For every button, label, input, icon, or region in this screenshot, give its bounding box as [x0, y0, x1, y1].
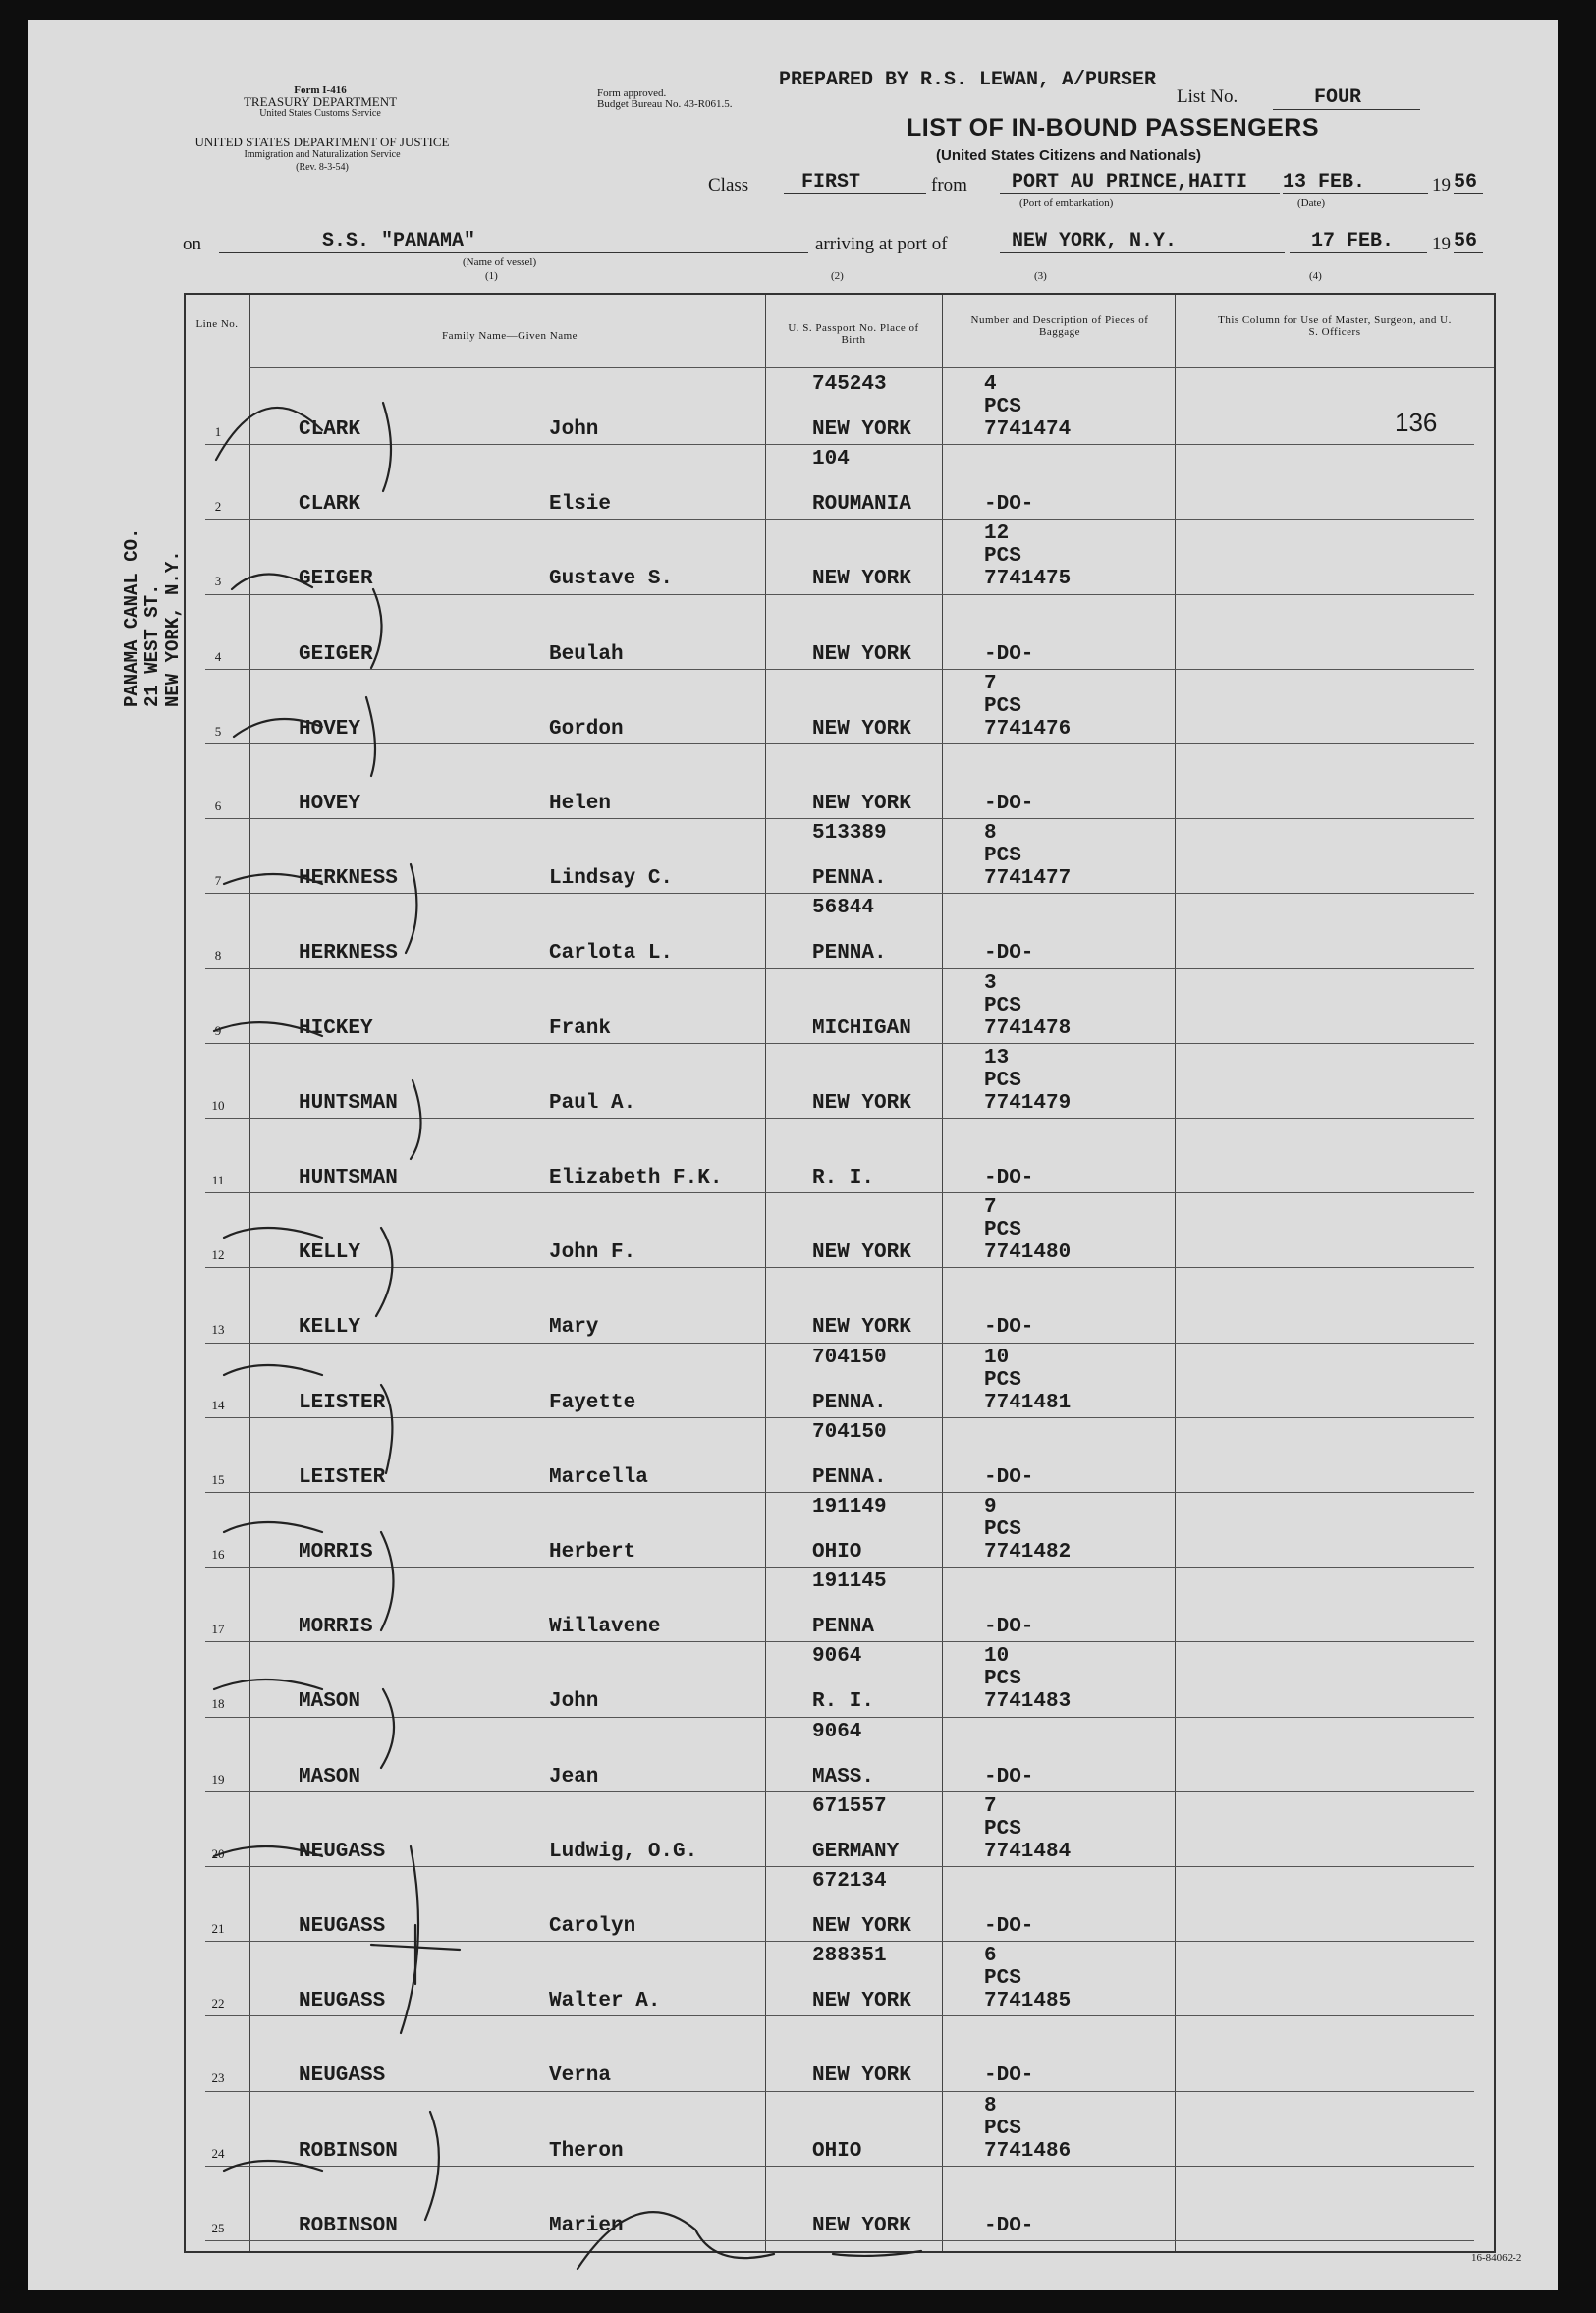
agency-stamp [122, 528, 184, 707]
prepared-by: PREPARED BY R.S. LEWAN, A/PURSER [779, 69, 1157, 91]
class-value: FIRST [784, 171, 926, 194]
place-of-birth: NEW YORK [812, 418, 911, 441]
family-name: NEUGASS [299, 1840, 386, 1863]
stamp-line: PANAMA CANAL CO. [121, 527, 142, 707]
vessel-caption: (Name of vessel) [463, 256, 537, 268]
place-of-birth: NEW YORK [812, 642, 911, 666]
family-name: HUNTSMAN [299, 1167, 398, 1189]
baggage-ticket: -DO- [984, 1765, 1034, 1789]
given-name: Carolyn [549, 1915, 636, 1938]
on-label: on [183, 234, 201, 254]
baggage-count: 10 [984, 1645, 1010, 1669]
baggage-ticket: 7741486 [984, 2139, 1072, 2163]
row-number: 16 [211, 1547, 225, 1562]
place-of-birth: GERMANY [812, 1840, 900, 1863]
baggage-ticket: 7741479 [984, 1091, 1072, 1115]
baggage-count: 4 [984, 373, 997, 396]
form-revision: (Rev. 8-3-54) [296, 162, 349, 173]
baggage-desc: PCS [984, 2117, 1021, 2140]
place-of-birth: NEW YORK [812, 1990, 911, 2013]
given-name: Walter A. [549, 1990, 661, 2013]
row-divider [205, 1791, 1474, 1792]
budget-bureau: Budget Bureau No. 43-R061.5. [597, 98, 733, 110]
column-divider [249, 295, 250, 2251]
place-of-birth: R. I. [812, 1690, 875, 1714]
baggage-desc: PCS [984, 1219, 1021, 1242]
place-of-birth: NEW YORK [812, 2214, 911, 2237]
baggage-desc: PCS [984, 694, 1021, 718]
given-name: Theron [549, 2139, 624, 2163]
row-divider [205, 1417, 1474, 1418]
family-name: GEIGER [299, 642, 373, 666]
column-divider [765, 295, 766, 2251]
row-number: 7 [214, 873, 222, 889]
baggage-count: 6 [984, 1945, 997, 1968]
form-agency-block [173, 84, 468, 120]
place-of-birth: NEW YORK [812, 793, 911, 815]
embark-port: PORT AU PRINCE,HAITI [1000, 171, 1280, 194]
family-name: KELLY [299, 1316, 361, 1340]
baggage-count: 7 [984, 1196, 997, 1220]
baggage-count: 7 [984, 672, 997, 695]
given-name: Carlota L. [549, 942, 674, 965]
passport-number: 191149 [812, 1496, 887, 1518]
row-divider [205, 1492, 1474, 1493]
passenger-table [184, 293, 1496, 2253]
family-name: MORRIS [299, 1616, 373, 1639]
row-number: 2 [214, 499, 222, 515]
caption-4: (4) [1309, 270, 1322, 282]
baggage-desc: PCS [984, 1368, 1021, 1392]
row-number: 14 [211, 1397, 225, 1412]
form-page [28, 20, 1558, 2290]
family-name: HUNTSMAN [299, 1091, 398, 1115]
justice-dept: UNITED STATES DEPARTMENT OF JUSTICE [194, 135, 450, 149]
row-number: 10 [211, 1097, 225, 1113]
family-name: NEUGASS [299, 2065, 386, 2088]
baggage-desc: PCS [984, 1668, 1021, 1691]
customs-service: United States Customs Service [259, 108, 381, 119]
given-name: Fayette [549, 1391, 636, 1414]
given-name: Herbert [549, 1541, 636, 1564]
row-divider [205, 1866, 1474, 1867]
row-divider [205, 1118, 1474, 1119]
given-name: Jean [549, 1765, 599, 1789]
column-divider [1175, 295, 1176, 2251]
family-name: CLARK [299, 418, 361, 441]
row-divider [205, 1043, 1474, 1044]
row-divider [205, 968, 1474, 969]
passport-number: 191145 [812, 1570, 887, 1594]
place-of-birth: NEW YORK [812, 1091, 911, 1115]
form-subtitle: (United States Citizens and Nationals) [936, 147, 1202, 164]
row-number: 1 [214, 424, 222, 439]
baggage-ticket: -DO- [984, 1616, 1034, 1639]
arrival-year: 56 [1454, 230, 1483, 253]
arriving-label: arriving at port of [815, 234, 948, 254]
given-name: John [549, 1690, 599, 1714]
baggage-ticket: -DO- [984, 1465, 1034, 1489]
row-divider [205, 1267, 1474, 1268]
family-name: HOVEY [299, 793, 361, 815]
family-name: KELLY [299, 1241, 361, 1265]
place-of-birth: NEW YORK [812, 2065, 911, 2088]
baggage-count: 8 [984, 822, 997, 846]
given-name: Elsie [549, 493, 612, 517]
row-number: 9 [214, 1022, 222, 1038]
row-divider [205, 669, 1474, 670]
baggage-desc: PCS [984, 545, 1021, 569]
baggage-ticket: 7741480 [984, 1241, 1072, 1265]
baggage-ticket: -DO- [984, 1167, 1034, 1189]
family-name: NEUGASS [299, 1915, 386, 1938]
row-number: 13 [211, 1322, 225, 1338]
place-of-birth: PENNA [812, 1616, 875, 1639]
given-name: Beulah [549, 642, 624, 666]
passport-number: 704150 [812, 1420, 887, 1444]
baggage-ticket: 7741485 [984, 1990, 1072, 2013]
passport-number: 513389 [812, 822, 887, 846]
justice-block [165, 136, 479, 174]
embark-date: 13 FEB. [1283, 171, 1428, 194]
stamp-line: NEW YORK, N.Y. [162, 550, 184, 707]
place-of-birth: PENNA. [812, 942, 887, 965]
row-number: 20 [211, 1845, 225, 1861]
list-no-label: List No. [1177, 86, 1238, 107]
arrival-date: 17 FEB. [1290, 230, 1427, 253]
baggage-ticket: 7741475 [984, 568, 1072, 591]
baggage-ticket: -DO- [984, 942, 1034, 965]
place-of-birth: OHIO [812, 2139, 862, 2163]
given-name: Gustave S. [549, 568, 674, 591]
given-name: Mary [549, 1316, 599, 1340]
stamp-line: 21 WEST ST. [141, 583, 163, 707]
family-name: MASON [299, 1765, 361, 1789]
row-divider [205, 594, 1474, 595]
family-name: LEISTER [299, 1391, 386, 1414]
baggage-ticket: -DO- [984, 2065, 1034, 2088]
form-title: LIST OF IN-BOUND PASSENGERS [907, 114, 1320, 141]
row-number: 12 [211, 1247, 225, 1263]
family-name: MORRIS [299, 1541, 373, 1564]
embark-year: 56 [1454, 171, 1483, 194]
col-header-officers: This Column for Use of Master, Surgeon, and U. S. Officers [1218, 314, 1452, 338]
given-name: Ludwig, O.G. [549, 1840, 698, 1863]
row-number: 19 [211, 1771, 225, 1787]
col-header-baggage: Number and Description of Pieces of Baggage [970, 314, 1149, 338]
family-name: ROBINSON [299, 2139, 398, 2163]
passport-number: 672134 [812, 1870, 887, 1893]
place-of-birth: PENNA. [812, 1465, 887, 1489]
row-divider [205, 2091, 1474, 2092]
given-name: Paul A. [549, 1091, 636, 1115]
form-number: Form I-416 [294, 84, 347, 96]
baggage-ticket: -DO- [984, 642, 1034, 666]
class-label: Class [708, 175, 749, 195]
col-header-passport: U. S. Passport No. Place of Birth [788, 322, 919, 346]
baggage-desc: PCS [984, 845, 1021, 868]
row-divider [205, 2240, 1474, 2241]
date-caption: (Date) [1297, 197, 1326, 209]
baggage-ticket: 7741482 [984, 1541, 1072, 1564]
row-divider [205, 1641, 1474, 1642]
given-name: Gordon [549, 717, 624, 741]
baggage-ticket: 7741483 [984, 1690, 1072, 1714]
baggage-ticket: -DO- [984, 2214, 1034, 2237]
baggage-desc: PCS [984, 1817, 1021, 1841]
place-of-birth: OHIO [812, 1541, 862, 1564]
place-of-birth: NEW YORK [812, 1241, 911, 1265]
place-of-birth: ROUMANIA [812, 493, 911, 517]
row-divider [205, 1343, 1474, 1344]
place-of-birth: R. I. [812, 1167, 875, 1189]
family-name: ROBINSON [299, 2214, 398, 2237]
baggage-desc: PCS [984, 1518, 1021, 1541]
baggage-ticket: 7741477 [984, 867, 1072, 891]
passport-number: 9064 [812, 1720, 862, 1743]
family-name: MASON [299, 1690, 361, 1714]
family-name: HERKNESS [299, 942, 398, 965]
place-of-birth: NEW YORK [812, 568, 911, 591]
embark-year-prefix: 19 [1432, 175, 1451, 195]
baggage-ticket: -DO- [984, 1915, 1034, 1938]
caption-3: (3) [1034, 270, 1047, 282]
given-name: Marcella [549, 1465, 648, 1489]
passport-number: 745243 [812, 373, 887, 396]
row-divider [205, 1567, 1474, 1568]
baggage-desc: PCS [984, 1069, 1021, 1092]
family-name: HERKNESS [299, 867, 398, 891]
place-of-birth: PENNA. [812, 1391, 887, 1414]
given-name: John F. [549, 1241, 636, 1265]
family-name: HOVEY [299, 717, 361, 741]
approval-line: Form approved. [597, 87, 667, 99]
caption-2: (2) [831, 270, 844, 282]
row-divider [205, 743, 1474, 744]
baggage-ticket: -DO- [984, 793, 1034, 815]
row-divider [205, 2166, 1474, 2167]
baggage-desc: PCS [984, 994, 1021, 1018]
family-name: LEISTER [299, 1465, 386, 1489]
row-number: 11 [211, 1173, 225, 1187]
row-divider [205, 2015, 1474, 2016]
place-of-birth: NEW YORK [812, 1915, 911, 1938]
baggage-ticket: 7741476 [984, 717, 1072, 741]
row-number: 21 [211, 1921, 225, 1936]
row-number: 18 [211, 1696, 225, 1712]
row-divider [205, 519, 1474, 520]
arrival-year-prefix: 19 [1432, 234, 1451, 254]
list-no-value: FOUR [1273, 86, 1420, 110]
col-header-line-no: Line No. [195, 318, 239, 330]
col-header-name: Family Name—Given Name [441, 330, 578, 342]
given-name: Helen [549, 793, 612, 815]
passport-number: 671557 [812, 1794, 887, 1818]
row-number: 15 [211, 1471, 225, 1487]
baggage-desc: PCS [984, 396, 1021, 418]
baggage-count: 9 [984, 1496, 997, 1518]
baggage-ticket: -DO- [984, 493, 1034, 517]
treasury-dept: TREASURY DEPARTMENT [243, 94, 398, 109]
row-divider [205, 818, 1474, 819]
family-name: GEIGER [299, 568, 373, 591]
row-divider [205, 1192, 1474, 1193]
row-number: 24 [211, 2145, 225, 2161]
row-number: 8 [214, 948, 222, 964]
row-number: 5 [214, 723, 222, 739]
passport-number: 9064 [812, 1645, 862, 1669]
footer-code: 16-84062-2 [1471, 2252, 1522, 2264]
caption-1: (1) [485, 270, 498, 282]
family-name: NEUGASS [299, 1990, 386, 2013]
baggage-ticket: 7741481 [984, 1391, 1072, 1414]
header-divider [249, 367, 1494, 368]
baggage-ticket: 7741474 [984, 418, 1072, 441]
place-of-birth: MASS. [812, 1765, 875, 1789]
given-name: John [549, 418, 599, 441]
given-name: Lindsay C. [549, 867, 674, 891]
baggage-desc: PCS [984, 1967, 1021, 1991]
from-label: from [931, 175, 967, 195]
port-caption: (Port of embarkation) [1019, 197, 1114, 209]
row-number: 23 [211, 2070, 225, 2086]
place-of-birth: NEW YORK [812, 1316, 911, 1340]
baggage-count: 3 [984, 971, 997, 995]
ins-service: Immigration and Naturalization Service [244, 149, 401, 160]
baggage-ticket: 7741484 [984, 1840, 1072, 1863]
office-note: 136 [1395, 408, 1438, 437]
row-number: 22 [211, 1996, 225, 2011]
place-of-birth: NEW YORK [812, 717, 911, 741]
passport-number: 104 [812, 448, 850, 471]
row-divider [205, 444, 1474, 445]
approval-block [597, 88, 732, 110]
row-number: 3 [214, 574, 222, 589]
column-divider [942, 295, 943, 2251]
passport-number: 56844 [812, 897, 875, 920]
row-divider [205, 1941, 1474, 1942]
vessel-name: S.S. "PANAMA" [219, 230, 808, 253]
baggage-ticket: 7741478 [984, 1017, 1072, 1040]
baggage-ticket: -DO- [984, 1316, 1034, 1340]
row-number: 6 [214, 799, 222, 813]
row-number: 17 [211, 1622, 225, 1637]
baggage-count: 13 [984, 1046, 1010, 1070]
given-name: Willavene [549, 1616, 661, 1639]
family-name: CLARK [299, 493, 361, 517]
row-divider [205, 1717, 1474, 1718]
baggage-count: 7 [984, 1794, 997, 1818]
passport-number: 704150 [812, 1346, 887, 1369]
baggage-count: 12 [984, 523, 1010, 546]
given-name: Elizabeth F.K. [549, 1167, 723, 1189]
row-number: 4 [214, 648, 222, 664]
given-name: Frank [549, 1017, 612, 1040]
given-name: Marien [549, 2214, 624, 2237]
row-number: 25 [211, 2220, 225, 2235]
arrival-port: NEW YORK, N.Y. [1000, 230, 1285, 253]
baggage-count: 10 [984, 1346, 1010, 1369]
baggage-count: 8 [984, 2094, 997, 2118]
place-of-birth: MICHIGAN [812, 1017, 911, 1040]
passport-number: 288351 [812, 1945, 887, 1968]
place-of-birth: PENNA. [812, 867, 887, 891]
family-name: HICKEY [299, 1017, 373, 1040]
given-name: Verna [549, 2065, 612, 2088]
row-divider [205, 893, 1474, 894]
